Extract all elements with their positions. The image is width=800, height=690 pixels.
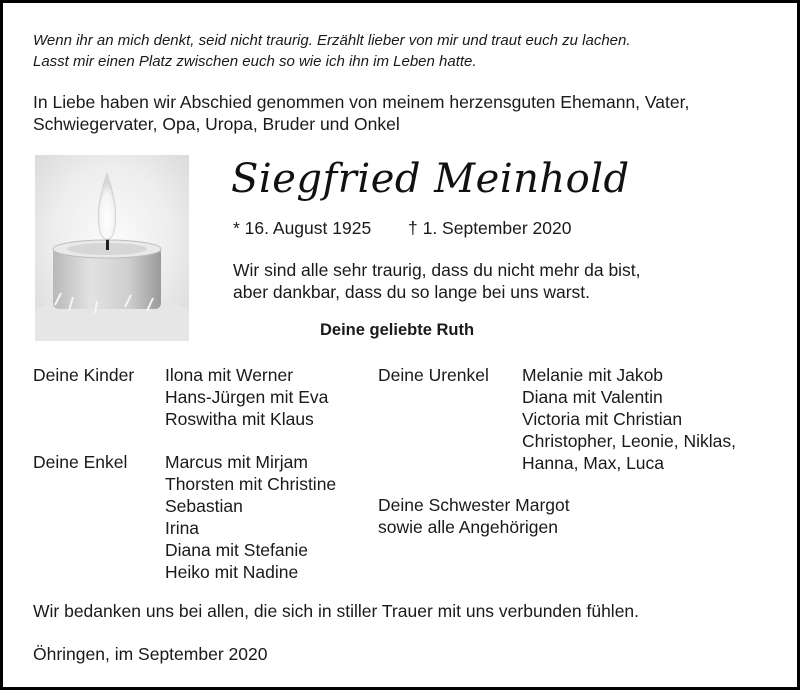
intro-text	[33, 91, 689, 135]
motto	[33, 30, 631, 72]
birth-date: * 16. August 1925	[233, 218, 372, 238]
great-grandchildren-label: Deine Urenkel	[378, 365, 489, 385]
sister-and-relatives	[378, 494, 570, 538]
grandchild-entry: Thorsten mit Christine	[165, 474, 337, 494]
child-entry: Ilona mit Werner	[165, 365, 294, 385]
grandchild-entry: Diana mit Stefanie	[165, 540, 308, 560]
sister-entry: Deine Schwester Margot	[378, 495, 570, 515]
death-date: † 1. September 2020	[408, 218, 572, 238]
wife-signature: Deine geliebte Ruth	[320, 321, 475, 339]
great-grandchild-entry: Christopher, Leonie, Niklas,	[522, 431, 736, 451]
farewell-message	[233, 259, 641, 303]
motto-line-1: Wenn ihr an mich denkt, seid nicht traurig. Erzählt lieber von mir und traut euch zu lachen.	[33, 32, 631, 49]
relatives-entry: sowie alle Angehörigen	[378, 517, 558, 537]
great-grandchildren-list	[522, 364, 736, 474]
grandchildren-list	[165, 451, 336, 583]
great-grandchild-entry: Hanna, Max, Luca	[522, 453, 665, 473]
motto-line-2: Lasst mir einen Platz zwischen euch so wie ich ihn im Leben hatte.	[33, 53, 477, 70]
grandchild-entry: Irina	[165, 518, 200, 538]
great-grandchild-entry: Melanie mit Jakob	[522, 365, 664, 385]
child-entry: Hans-Jürgen mit Eva	[165, 387, 329, 407]
intro-line-1: In Liebe haben wir Abschied genommen von meinem herzensguten Ehemann, Vater,	[33, 92, 690, 112]
child-entry: Roswitha mit Klaus	[165, 409, 314, 429]
grandchild-entry: Sebastian	[165, 496, 243, 516]
grandchild-entry: Marcus mit Mirjam	[165, 452, 308, 472]
candle-image	[35, 155, 189, 341]
thanks-text: Wir bedanken uns bei allen, die sich in stiller Trauer mit uns verbunden fühlen.	[33, 601, 640, 621]
place-date: Öhringen, im September 2020	[33, 644, 268, 664]
great-grandchild-entry: Victoria mit Christian	[522, 409, 683, 429]
great-grandchild-entry: Diana mit Valentin	[522, 387, 663, 407]
message-line-2: aber dankbar, dass du so lange bei uns warst.	[233, 282, 591, 302]
message-line-1: Wir sind alle sehr traurig, dass du nicht mehr da bist,	[233, 260, 641, 280]
grandchildren-label: Deine Enkel	[33, 452, 128, 472]
children-list	[165, 364, 328, 430]
children-label: Deine Kinder	[33, 365, 135, 385]
grandchild-entry: Heiko mit Nadine	[165, 562, 299, 582]
deceased-name: Siegfried Meinhold	[231, 156, 630, 202]
intro-line-2: Schwiegervater, Opa, Uropa, Bruder und Onkel	[33, 114, 400, 134]
